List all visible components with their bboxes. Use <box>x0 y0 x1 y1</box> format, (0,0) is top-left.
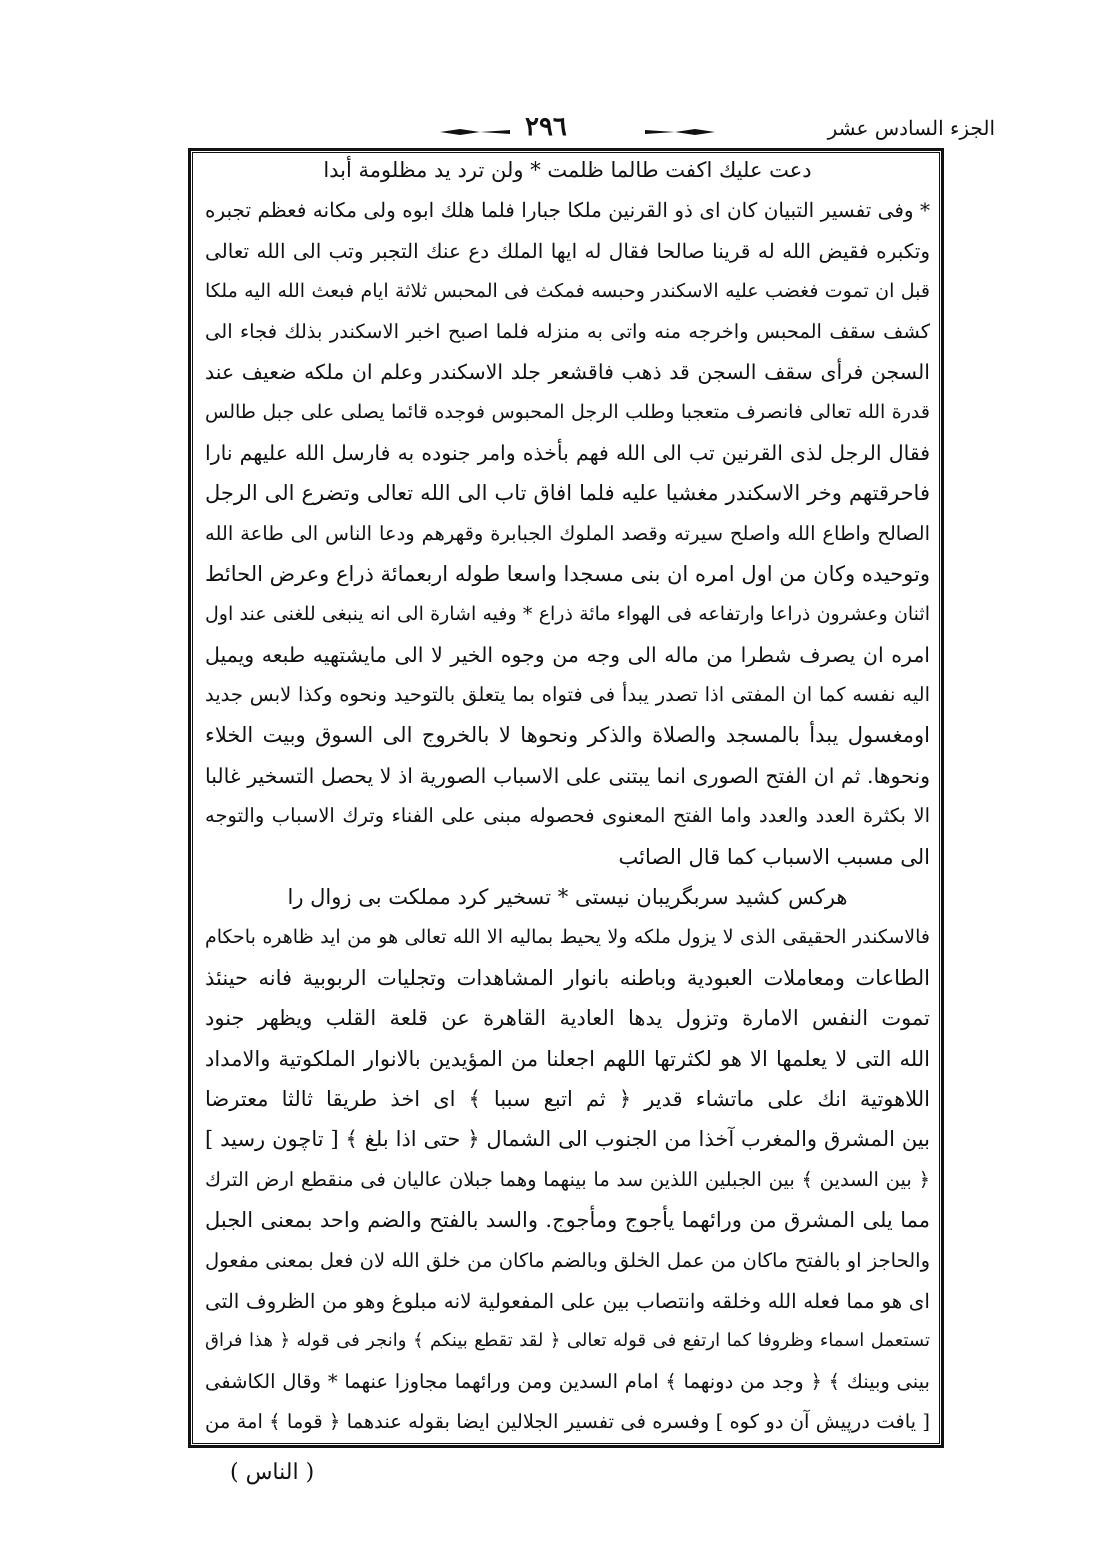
text-line: مما يلى المشرق من ورائهما يأجوج ومأجوج. والسد بالفتح والضم واحد بمعنى الجبل <box>205 1208 930 1233</box>
text-line: هركس كشيد سربگريبان نيستى * تسخير كرد مملكت بى زوال را <box>287 885 848 910</box>
left-ornament-icon <box>440 128 510 136</box>
text-line: فالاسكندر الحقيقى الذى لا يزول ملكه ولا يحيط بماليه الا الله تعالى هو من ايد ظاهره باحكام <box>205 926 930 949</box>
text-line: اثنان وعشرون ذراعا وارتفاعه فى الهواء مائة ذراع * وفيه اشارة الى انه ينبغى للغنى عند اول <box>205 603 930 626</box>
text-line: فاحرقتهم وخر الاسكندر مغشيا عليه فلما افاق تاب الى الله تعالى وتضرع الى الرجل <box>205 481 930 506</box>
text-line: اى هو مما فعله الله وخلقه وانتصاب بين على المفعولية لانه مبلوغ وهو من الظروف التى <box>205 1288 930 1313</box>
text-line: بين المشرق والمغرب آخذا من الجنوب الى الشمال ﴿ حتى اذا بلغ ﴾ [ تاچون رسيد ] <box>205 1127 930 1152</box>
text-line: وتكبره فقيض الله له قرينا صالحا فقال له ايها الملك دع عنك التجبر وتب الى الله تعالى <box>205 238 930 263</box>
text-line: الطاعات ومعاملات العبودية وباطنه بانوار المشاهدات وتجليات الربوبية فانه حينئذ <box>205 965 930 990</box>
text-line: قدرة الله تعالى فانصرف متعجبا وطلب الرجل المحبوس فوجده قائما يصلى على جبل طالس <box>205 401 930 424</box>
body-text <box>205 150 930 1443</box>
page-number: ٢٩٦ <box>525 112 567 142</box>
right-ornament-icon <box>645 128 715 136</box>
text-line: كشف سقف المحبس واخرجه منه واتى به منزله فلما اصبح اخبر الاسكندر بذلك فجاء الى <box>205 319 930 343</box>
text-line: وتوحيده وكان من اول امره ان بنى مسجدا واسعا طوله اربعمائة ذراع وعرض الحائط <box>205 561 930 586</box>
text-line: امره ان يصرف شطرا من ماله الى وجه من وجوه الخير لا الى مايشتهيه طبعه ويميل <box>205 642 930 667</box>
text-line: اليه نفسه كما ان المفتى اذا تصدر يبدأ فى فتواه بما يتعلق بالتوحيد ونحوه وكذا لابس جديد <box>205 683 930 707</box>
text-line: تستعمل اسماء وظروفا كما ارتفع فى قوله تعالى ﴿ لقد تقطع بينكم ﴾ وانجر فى قوله ﴿ هذا فراق <box>205 1330 930 1352</box>
text-line: الصالح واطاع الله واصلح سيرته وقصد الملوك الجبابرة وقهرهم ودعا الناس الى طاعة الله <box>205 521 930 545</box>
text-line: تموت النفس الامارة وتزول يدها العادية القاهرة عن قلعة القلب ويظهر جنود <box>205 1006 930 1031</box>
text-line: فقال الرجل لذى القرنين تب الى الله فهم بأخذه وامر جنوده به فارسل الله عليهم نارا <box>205 440 930 465</box>
text-line: قبل ان تموت فغضب عليه الاسكندر وحبسه فمكث فى المحبس ثلاثة ايام فبعث الله اليه ملكا <box>205 280 930 303</box>
text-line: الا بكثرة العدد والعدد واما الفتح المعنوى فحصوله مبنى على الفناء وترك الاسباب والتوجه <box>205 804 930 828</box>
text-line: ونحوها. ثم ان الفتح الصورى انما يبتنى على الاسباب الصورية اذ لا يحصل التسخير غالبا <box>205 763 930 788</box>
text-line: * وفى تفسير التبيان كان اى ذو القرنين ملكا جبارا فلما هلك ابوه ولى مكانه فعظم تجبره <box>205 198 930 223</box>
text-line: دعت عليك اكفت طالما ظلمت * ولن ترد يد مظلومة أبدا <box>323 158 812 182</box>
text-line: ﴿ بين السدين ﴾ بين الجبلين اللذين سد ما بينهما وهما جبلان عاليان فى منقطع ارض الترك <box>205 1167 930 1191</box>
text-line: اللاهوتية انك على ماتشاء قدير ﴿ ثم اتبع سببا ﴾ اى اخذ طريقا ثالثا معترضا <box>205 1086 930 1111</box>
page-header <box>175 112 995 152</box>
text-line: اومغسول يبدأ بالمسجد والصلاة والذكر ونحوها لا بالخروج الى السوق وبيت الخلاء <box>205 723 930 748</box>
text-line: والحاجز او بالفتح ماكان من عمل الخلق وبالضم ماكان من خلق الله لان فعل بمعنى مفعول <box>205 1248 930 1272</box>
text-line: الى مسبب الاسباب كما قال الصائب <box>618 844 930 869</box>
text-line: السجن فرأى سقف السجن قد ذهب فاقشعر جلد الاسكندر وعلم ان ملكه ضعيف عند <box>205 359 930 384</box>
catchword: ( الناس ) <box>230 1460 315 1485</box>
text-line: [ يافت درپيش آن دو كوه ] وفسره فى تفسير الجلالين ايضا بقوله عندهما ﴿ قوما ﴾ امة من <box>205 1410 930 1434</box>
text-line: بينى وبينك ﴾ ﴿ وجد من دونهما ﴾ امام السدين ومن ورائهما مجاوزا عنهما * وقال الكاشفى <box>205 1369 930 1393</box>
part-label: الجزء السادس عشر <box>827 116 995 140</box>
text-line: الله التى لا يعلمها الا هو لكثرتها اللهم اجعلنا من المؤيدين بالانوار الملكوتية والامداد <box>205 1046 930 1071</box>
